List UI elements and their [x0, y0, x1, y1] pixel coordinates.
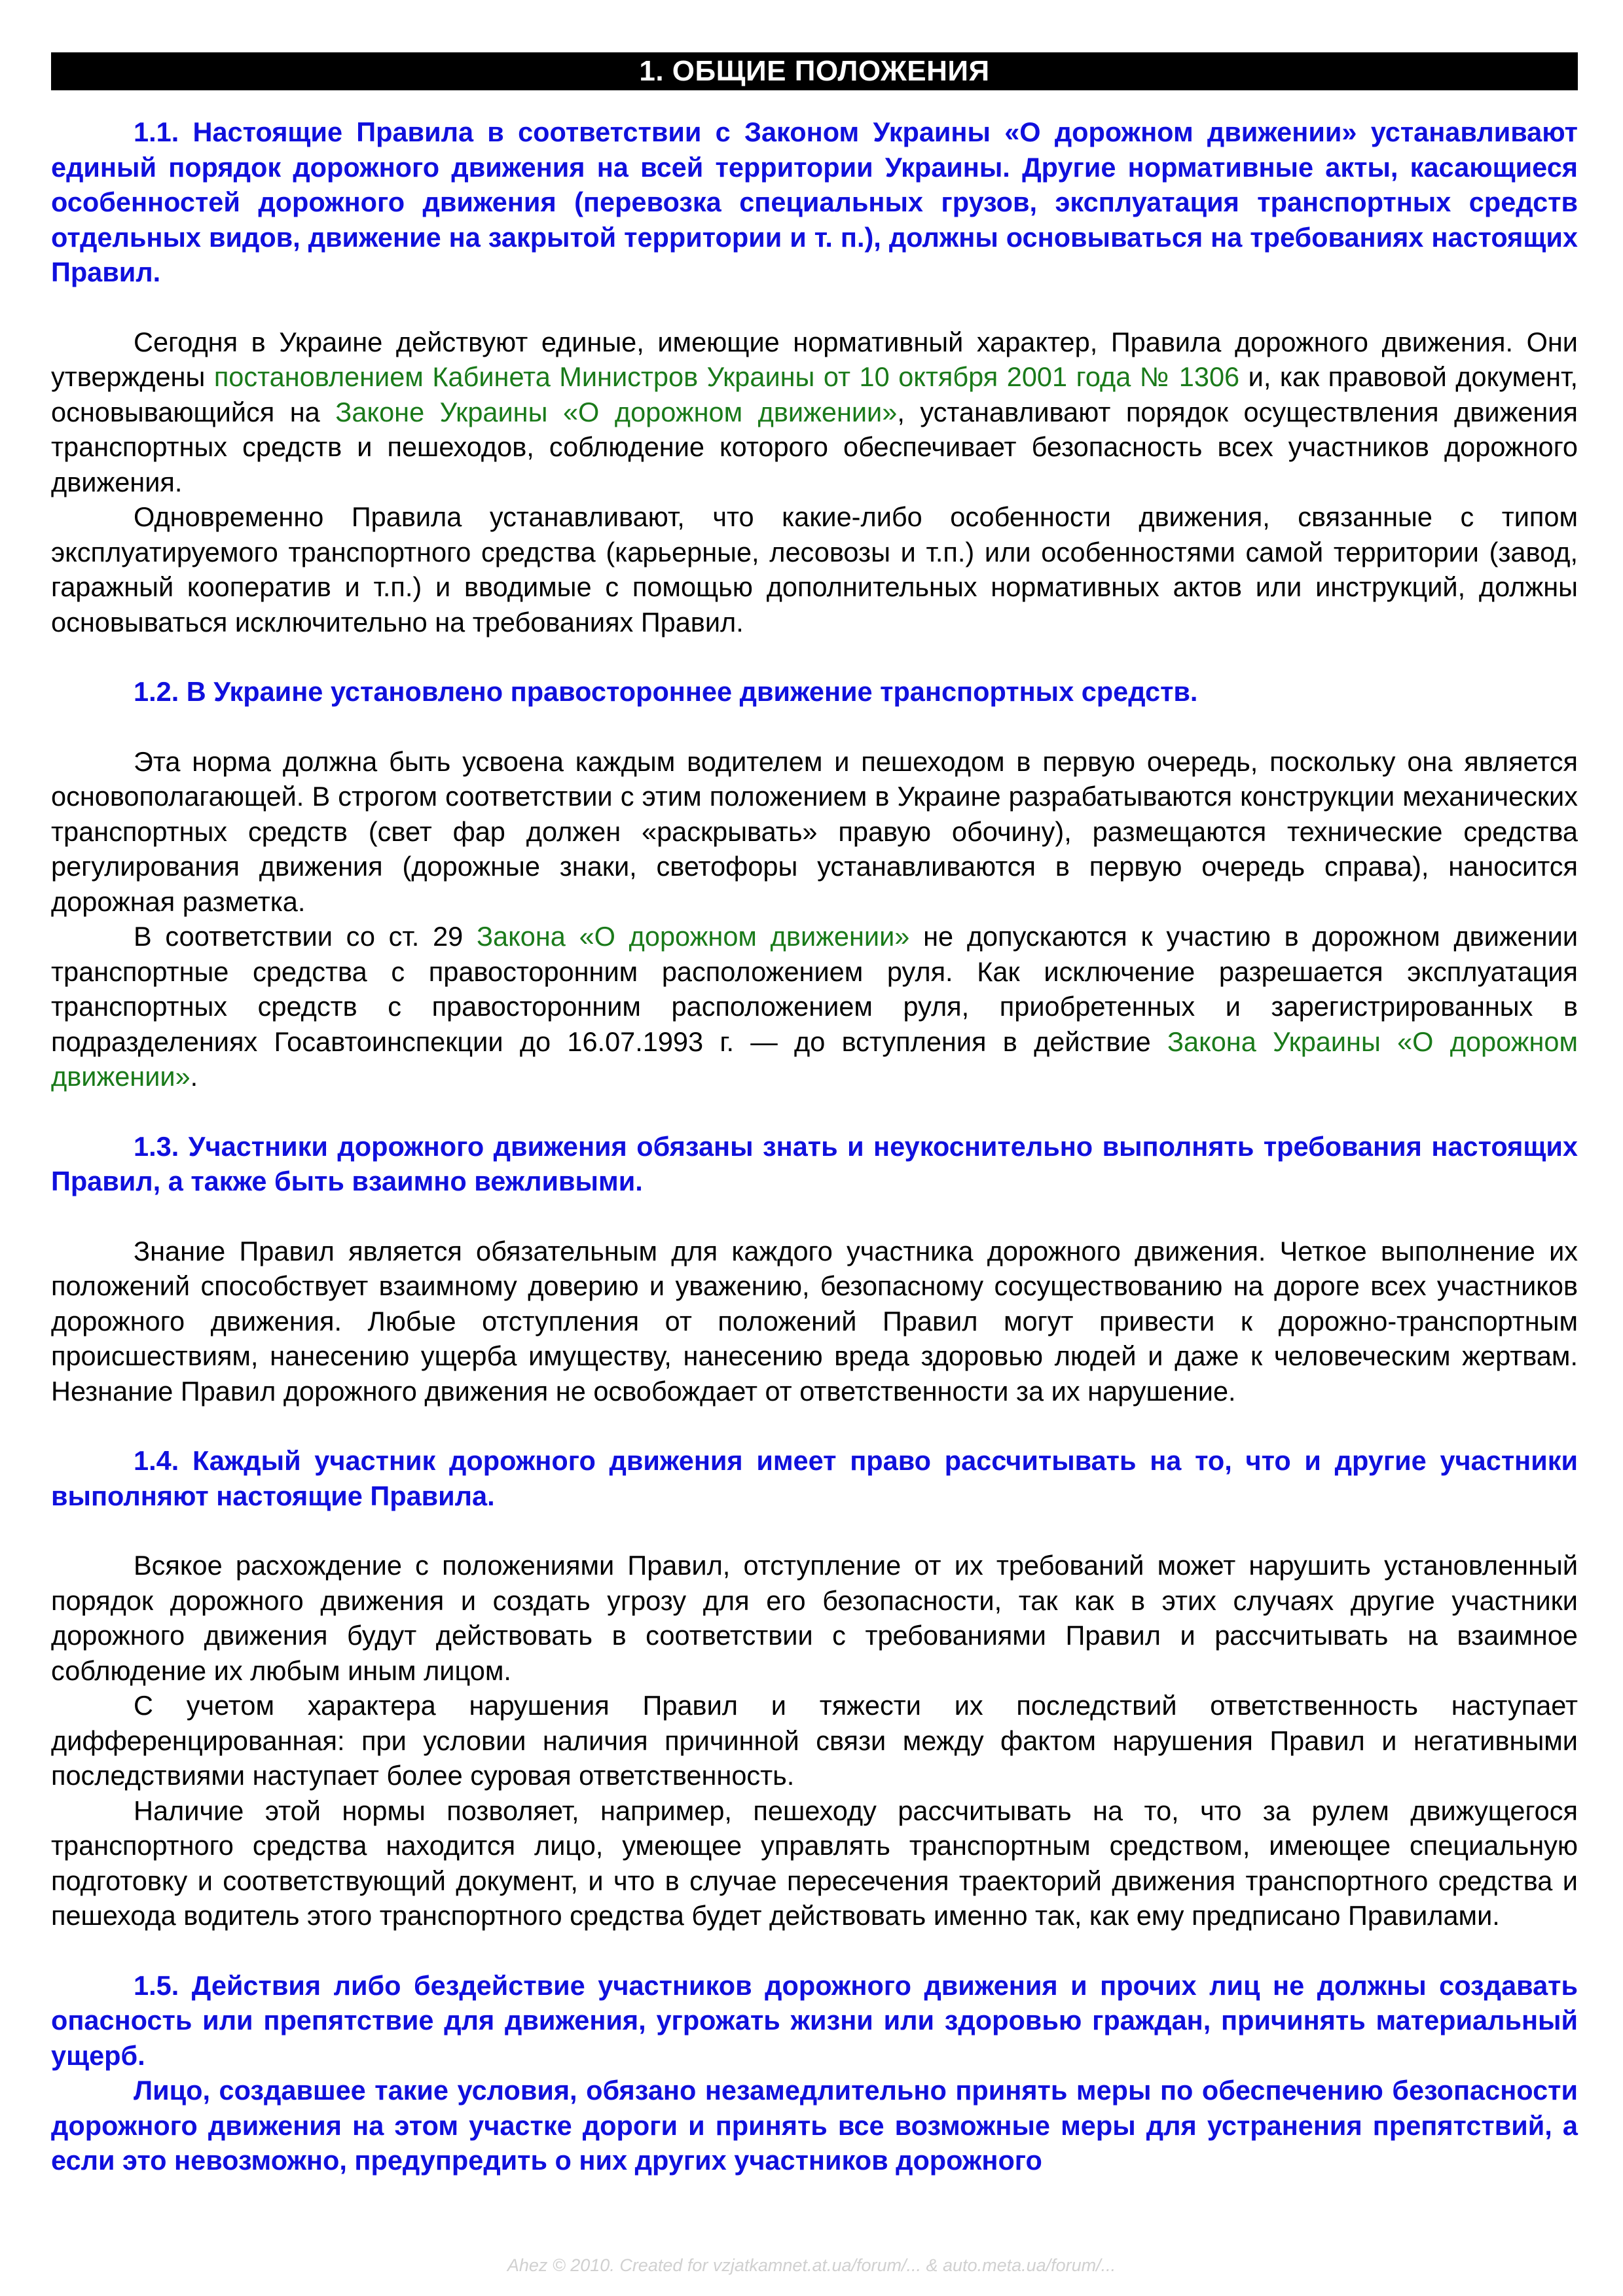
law-link[interactable]: Закона Украины «О дорожном движении»: [51, 1026, 1578, 1092]
rule-1-4: 1.4. Каждый участник дорожного движения имеет право рассчитывать на то, что и другие участники выполняют настоящие Правила.: [51, 1445, 1578, 1511]
commentary-1-1-paragraph: Сегодня в Украине действуют единые, имеющие нормативный характер, Правила дорожного движения. Они утверждены постановлением Кабинета Министров Украины от 10 октября 2001 года № 1306 и, как правовой документ, основывающийся на Законе Украины «О дорожном движении», устанавливают порядок осуществления движения транспортных средств и пешеходов, соблюдение которого обеспечивает безопасность всех участников дорожного движения.: [51, 326, 1578, 497]
commentary-1-2-paragraph: В соответствии со ст. 29 Закона «О дорожном движении» не допускаются к участию в дорожном движении транспортные средства с правосторонним расположением руля. Как исключение разрешается эксплуатация транспортных средств с правосторонним расположением руля, приобретенных и зарегистрированных в подразделениях Госавтоинспекции до 16.07.1993 г. — до вступления в действие Закона Украины «О дорожном движении».: [51, 921, 1578, 1092]
resolution-link[interactable]: постановлением Кабинета Министров Украины от 10 октября 2001 года № 1306: [213, 361, 1240, 392]
law-link[interactable]: Закона «О дорожном движении»: [476, 921, 910, 952]
commentary-1-3-paragraph: Знание Правил является обязательным для каждого участника дорожного движения. Четкое выполнение их положений способствует взаимному доверию и уважению, безопасному сосуществованию на дороге всех участников дорожного движения. Любые отступления от положений Правил могут привести к дорожно-транспортным происшествиям, нанесению ущерба имуществу, нанесению вреда здоровью людей и даже к человеческим жертвам. Незнание Правил дорожного движения не освобождает от ответственности за их нарушение.: [51, 1235, 1578, 1407]
rule-1-5: 1.5. Действия либо бездействие участников дорожного движения и прочих лиц не должны создавать опасность или препятствие для движения, угрожать жизни или здоровью граждан, причинять материальный ущерб.: [51, 1969, 1578, 2071]
rule-1-2: 1.2. В Украине установлено правостороннее движение транспортных средств.: [134, 676, 1198, 707]
law-link[interactable]: Законе Украины «О дорожном движении»: [335, 396, 898, 427]
section-title: 1. ОБЩИЕ ПОЛОЖЕНИЯ: [51, 52, 1578, 90]
footer-credit: Ahez © 2010. Created for vzjatkamnet.at.ua/forum/... & auto.meta.ua/forum/...: [507, 2255, 1116, 2275]
commentary-1-4-paragraph: Всякое расхождение с положениями Правил, отступление от их требований может нарушить установленный порядок дорожного движения и создать угрозу для его безопасности, так как в этих случаях другие участники дорожного движения будут действовать в соответствии с требованиями Правил и рассчитывать на взаимное соблюдение их любым иным лицом.: [51, 1550, 1578, 1686]
commentary-1-4-paragraph: С учетом характера нарушения Правил и тяжести их последствий ответственность наступает дифференцированная: при условии наличия причинной связи между фактом нарушения Правил и негативными последствиями наступает более суровая ответственность.: [51, 1690, 1578, 1791]
commentary-1-1-paragraph: Одновременно Правила устанавливают, что какие-либо особенности движения, связанные с типом эксплуатируемого транспортного средства (карьерные, лесовозы и т.п.) или особенностями самой территории (завод, гаражный кооператив и т.п.) и вводимые с помощью дополнительных нормативных актов или инструкций, должны основываться исключительно на требованиях Правил.: [51, 501, 1578, 637]
commentary-1-2-paragraph: Эта норма должна быть усвоена каждым водителем и пешеходом в первую очередь, поскольку она является основополагающей. В строгом соответствии с этим положением в Украине разрабатываются конструкции механических транспортных средств (свет фар должен «раскрывать» правую обочину), размещаются технические средства регулирования движения (дорожные знаки, светофоры устанавливаются в первую очередь справа), наносится дорожная разметка.: [51, 745, 1578, 917]
rule-1-3: 1.3. Участники дорожного движения обязаны знать и неукоснительно выполнять требования настоящих Правил, а также быть взаимно вежливыми.: [51, 1130, 1578, 1196]
document-page: [51, 52, 1578, 2178]
rule-1-5-continued: Лицо, создавшее такие условия, обязано незамедлительно принять меры по обеспечению безопасности дорожного движения на этом участке дороги и принять все возможные меры для устранения препятствий, а если это невозможно, предупредить о них других участников дорожного: [51, 2075, 1578, 2176]
rule-1-1: 1.1. Настоящие Правила в соответствии с Законом Украины «О дорожном движении» устанавливают единый порядок дорожного движения на всей территории Украины. Другие нормативные акты, касающиеся особенностей дорожного движения (перевозка специальных грузов, эксплуатация транспортных средств отдельных видов, движение на закрытой территории и т. п.), должны основываться на требованиях настоящих Правил.: [51, 117, 1578, 287]
commentary-1-4-paragraph: Наличие этой нормы позволяет, например, пешеходу рассчитывать на то, что за рулем движущегося транспортного средства находится лицо, умеющее управлять транспортным средством, имеющее специальную подготовку и соответствующий документ, и что в случае пересечения траекторий движения транспортного средства и пешехода водитель этого транспортного средства будет действовать именно так, как ему предписано Правилами.: [51, 1795, 1578, 1931]
document-body: [51, 115, 1578, 2178]
